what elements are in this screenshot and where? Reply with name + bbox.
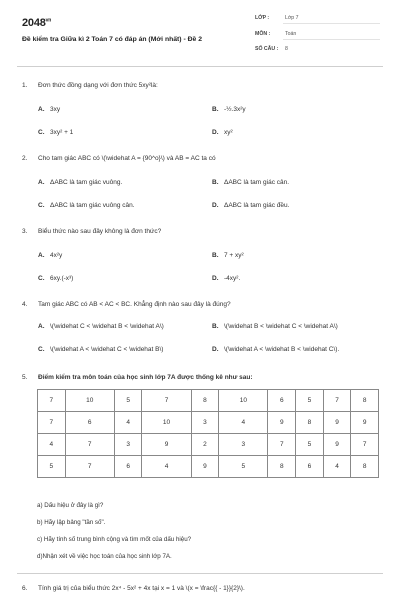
option-b[interactable]: B. ΔABC là tam giác cân. (212, 179, 290, 186)
option-a[interactable]: A. ΔABC là tam giác vuông. (38, 179, 123, 186)
table-cell: 3 (114, 434, 142, 456)
option-c[interactable]: C. \(\widehat A < \widehat C < \widehat B\) (38, 346, 164, 353)
socau-label: SỐ CÂU : (255, 46, 279, 52)
option-d[interactable]: D. \(\widehat A < \widehat B < \widehat C\). (212, 346, 340, 353)
meta-divider (283, 39, 380, 40)
question-number: 5. (22, 374, 28, 381)
option-b[interactable]: B. 7 + xy² (212, 252, 244, 259)
table-cell: 5 (296, 390, 324, 412)
table-row (38, 456, 379, 478)
option-c[interactable]: C. 3xy² + 1 (38, 129, 74, 136)
table-cell: 8 (191, 390, 219, 412)
score-table (37, 389, 379, 478)
logo-text: 2048 (22, 17, 46, 29)
option-a[interactable]: A. \(\widehat C < \widehat B < \widehat A\) (38, 323, 164, 330)
table-cell: 4 (114, 412, 142, 434)
question-text: Biểu thức nào sau đây không là đơn thức? (38, 228, 162, 235)
question-number: 4. (22, 301, 28, 308)
option-d[interactable]: D. ΔABC là tam giác đều. (212, 202, 290, 209)
table-cell: 6 (296, 456, 324, 478)
question-text: Tam giác ABC có AB < AC < BC. Khẳng định nào sau đây là đúng? (38, 301, 231, 308)
table-cell: 3 (191, 412, 219, 434)
mon-value: Toán (285, 31, 297, 37)
sub-question-b: b) Hãy lập bảng "tần số". (37, 519, 106, 526)
table-cell: 2 (191, 434, 219, 456)
question-text: Đơn thức đồng dạng với đơn thức 5xy²là: (38, 82, 158, 89)
question-number: 3. (22, 228, 28, 235)
option-c[interactable]: C. ΔABC là tam giác vuông cân. (38, 202, 135, 209)
table-cell: 6 (268, 390, 296, 412)
sub-question-a: a) Dấu hiệu ở đây là gì? (37, 502, 104, 509)
question-text: Tính giá trị của biểu thức 2x⁴ - 5x² + 4x tại x = 1 và \(x = \frac{{ - 1}}{2}\). (38, 585, 245, 592)
table-cell: 4 (323, 456, 351, 478)
table-cell: 7 (65, 434, 114, 456)
question-number: 6. (22, 585, 28, 592)
table-cell: 9 (323, 434, 351, 456)
table-cell: 3 (219, 434, 268, 456)
table-cell: 7 (142, 390, 191, 412)
option-b[interactable]: B. -½.3x²y (212, 106, 246, 113)
table-cell: 7 (38, 390, 66, 412)
sub-question-d: d)Nhận xét về việc học toán của học sinh lớp 7A. (37, 553, 172, 560)
option-d[interactable]: D. -4xy². (212, 275, 241, 282)
mon-label: MÔN : (255, 31, 271, 37)
logo-suffix: vn (45, 17, 52, 24)
table-cell: 8 (296, 412, 324, 434)
option-a[interactable]: A. 4x²y (38, 252, 63, 259)
table-cell: 10 (65, 390, 114, 412)
header-divider (17, 66, 383, 67)
table-cell: 10 (219, 390, 268, 412)
socau-value: 8 (285, 46, 288, 52)
option-a[interactable]: A. 3xy (38, 106, 61, 113)
question-text: Điểm kiểm tra môn toán của học sinh lớp 7A được thống kê như sau: (38, 374, 253, 381)
section-divider (17, 573, 383, 574)
table-cell: 4 (219, 412, 268, 434)
table-cell: 7 (351, 434, 379, 456)
lop-value: Lớp 7 (285, 15, 299, 21)
option-c[interactable]: C. 6xy.(-x³) (38, 275, 74, 282)
table-cell: 8 (268, 456, 296, 478)
meta-divider (283, 23, 380, 24)
table-cell: 9 (351, 412, 379, 434)
lop-label: LỚP : (255, 15, 270, 21)
table-cell: 9 (142, 434, 191, 456)
option-d[interactable]: D. xy² (212, 129, 233, 136)
table-cell: 6 (65, 412, 114, 434)
exam-title: Đề kiểm tra Giữa kì 2 Toán 7 có đáp án (Mới nhất) - Đề 2 (22, 36, 202, 43)
table-cell: 5 (219, 456, 268, 478)
option-b[interactable]: B. \(\widehat B < \widehat C < \widehat A\) (212, 323, 338, 330)
table-cell: 7 (65, 456, 114, 478)
table-row (38, 390, 379, 412)
question-text: Cho tam giác ABC có \(\widehat A = {90^o}\) và AB = AC ta có (38, 155, 216, 162)
table-cell: 5 (114, 390, 142, 412)
table-cell: 9 (268, 412, 296, 434)
table-cell: 8 (351, 390, 379, 412)
table-cell: 7 (38, 412, 66, 434)
table-cell: 7 (323, 390, 351, 412)
table-cell: 10 (142, 412, 191, 434)
table-row (38, 434, 379, 456)
table-cell: 6 (114, 456, 142, 478)
table-cell: 9 (191, 456, 219, 478)
table-cell: 9 (323, 412, 351, 434)
table-cell: 8 (351, 456, 379, 478)
sub-question-c: c) Hãy tính số trung bình cộng và tìm mốt của dấu hiệu? (37, 536, 192, 543)
table-cell: 5 (38, 456, 66, 478)
question-number: 1. (22, 82, 28, 89)
table-cell: 4 (142, 456, 191, 478)
table-cell: 5 (296, 434, 324, 456)
table-row (38, 412, 379, 434)
question-number: 2. (22, 155, 28, 162)
site-logo[interactable] (22, 17, 51, 29)
table-cell: 7 (268, 434, 296, 456)
table-cell: 4 (38, 434, 66, 456)
